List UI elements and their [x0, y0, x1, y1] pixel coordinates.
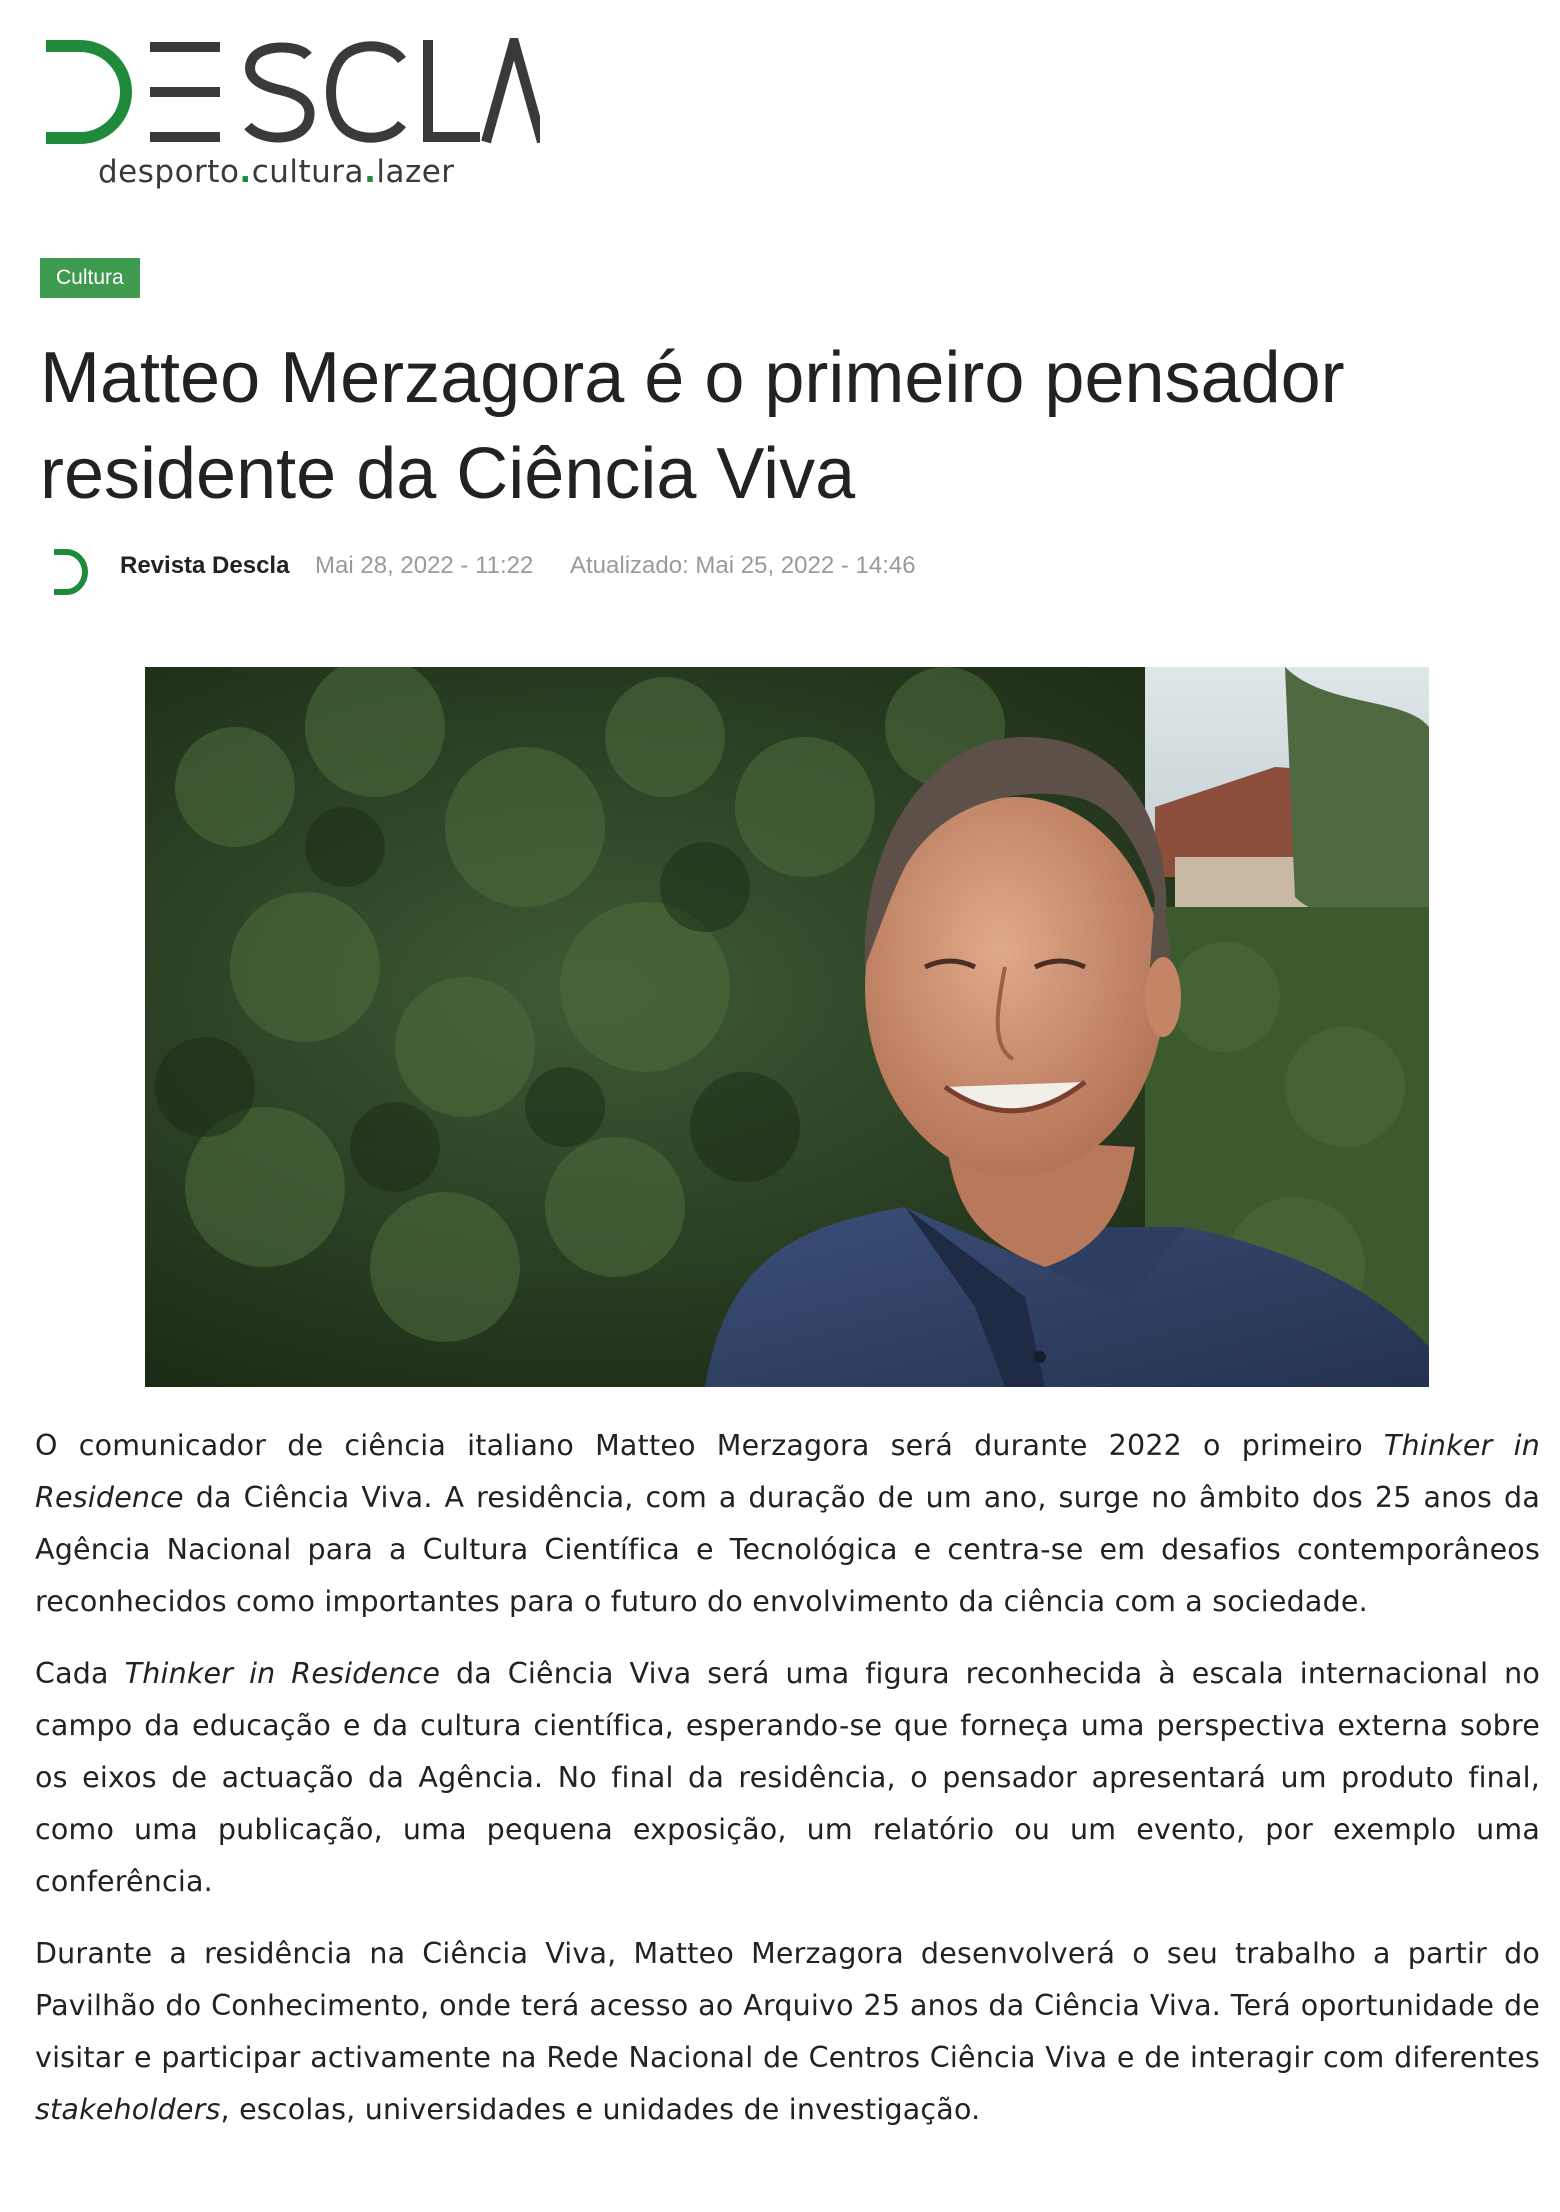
article-title: Matteo Merzagora é o primeiro pensador residente da Ciência Viva [40, 338, 1345, 514]
portrait-photo-icon [145, 667, 1429, 1387]
author-avatar-icon[interactable] [40, 542, 100, 602]
logo-tagline: desporto.cultura.lazer [98, 154, 455, 190]
descla-logo-icon [40, 38, 540, 148]
article-paragraph-3: Durante a residência na Ciência Viva, Matteo Merzagora desenvolverá o seu trabalho a partir do Pavilhão do Conhecimento, onde terá acesso ao Arquivo 25 anos da Ciência Viva. Terá oportunidade de visitar e participar activamente na Rede Nacional de Centros Ciência Viva e de interagir com diferentes stakeholders, escolas, universidades e unidades de investigação. [35, 1937, 1540, 2126]
article-paragraph-1: O comunicador de ciência italiano Matteo Merzagora será durante 2022 o primeiro Thinker in Residence da Ciência Viva. A residência, com a duração de um ano, surge no âmbito dos 25 anos da Agência Nacional para a Cultura Científica e Tecnológica e centra-se em desafios contemporâneos reconhecidos como importantes para o futuro do envolvimento da ciência com a sociedade. [35, 1429, 1540, 1618]
site-logo[interactable] [40, 38, 540, 198]
article-body [35, 1420, 1540, 2156]
author-name[interactable]: Revista Descla [120, 552, 290, 579]
publish-date: Mai 28, 2022 - 11:22 [315, 552, 534, 579]
category-badge[interactable]: Cultura [40, 258, 140, 298]
updated-date: Atualizado: Mai 25, 2022 - 14:46 [570, 552, 916, 579]
article-meta [40, 542, 1520, 602]
featured-photo [145, 667, 1429, 1387]
article-paragraph-2: Cada Thinker in Residence da Ciência Viva será uma figura reconhecida à escala internacional no campo da educação e da cultura científica, esperando-se que forneça uma perspectiva externa sobre os eixos de actuação da Agência. No final da residência, o pensador apresentará um produto final, como uma publicação, uma pequena exposição, um relatório ou um evento, por exemplo uma conferência. [35, 1657, 1540, 1898]
